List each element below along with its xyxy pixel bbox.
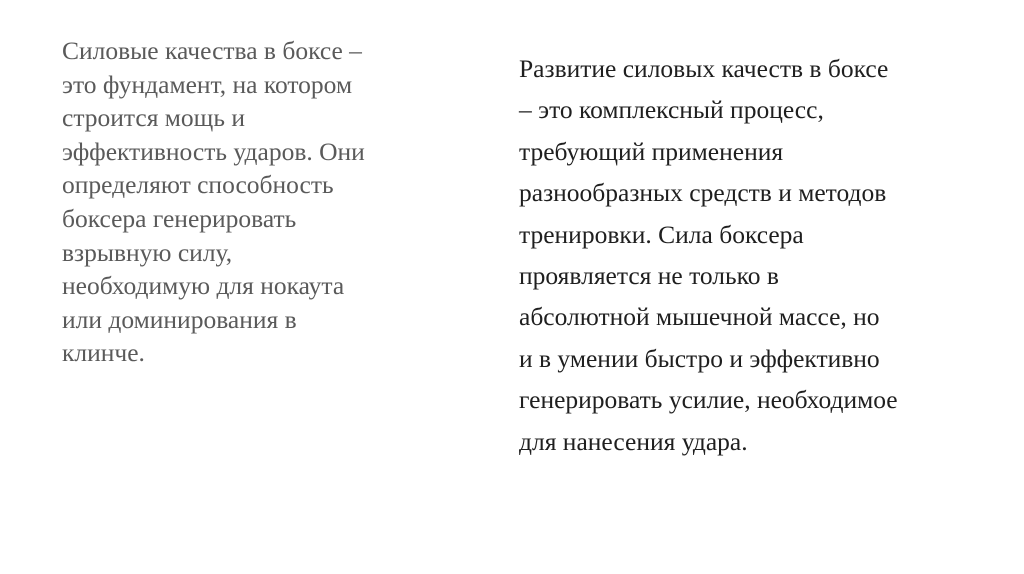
right-paragraph: Развитие силовых качеств в боксе – это комплексный процесс, требующий применения разнообразных средств и методов тренировки. Сила боксера проявляется не только в абсолютной мышечной массе, но и в умении быстро и эффективно генерировать усилие, необходимое для нанесения удара. [519,54,898,456]
left-paragraph: Силовые качества в боксе – это фундамент, на котором строится мощь и эффективность ударов. Они определяют способность боксера генерировать взрывную силу, необходимую для нокаута или доминирования в клинче. [62,36,365,368]
